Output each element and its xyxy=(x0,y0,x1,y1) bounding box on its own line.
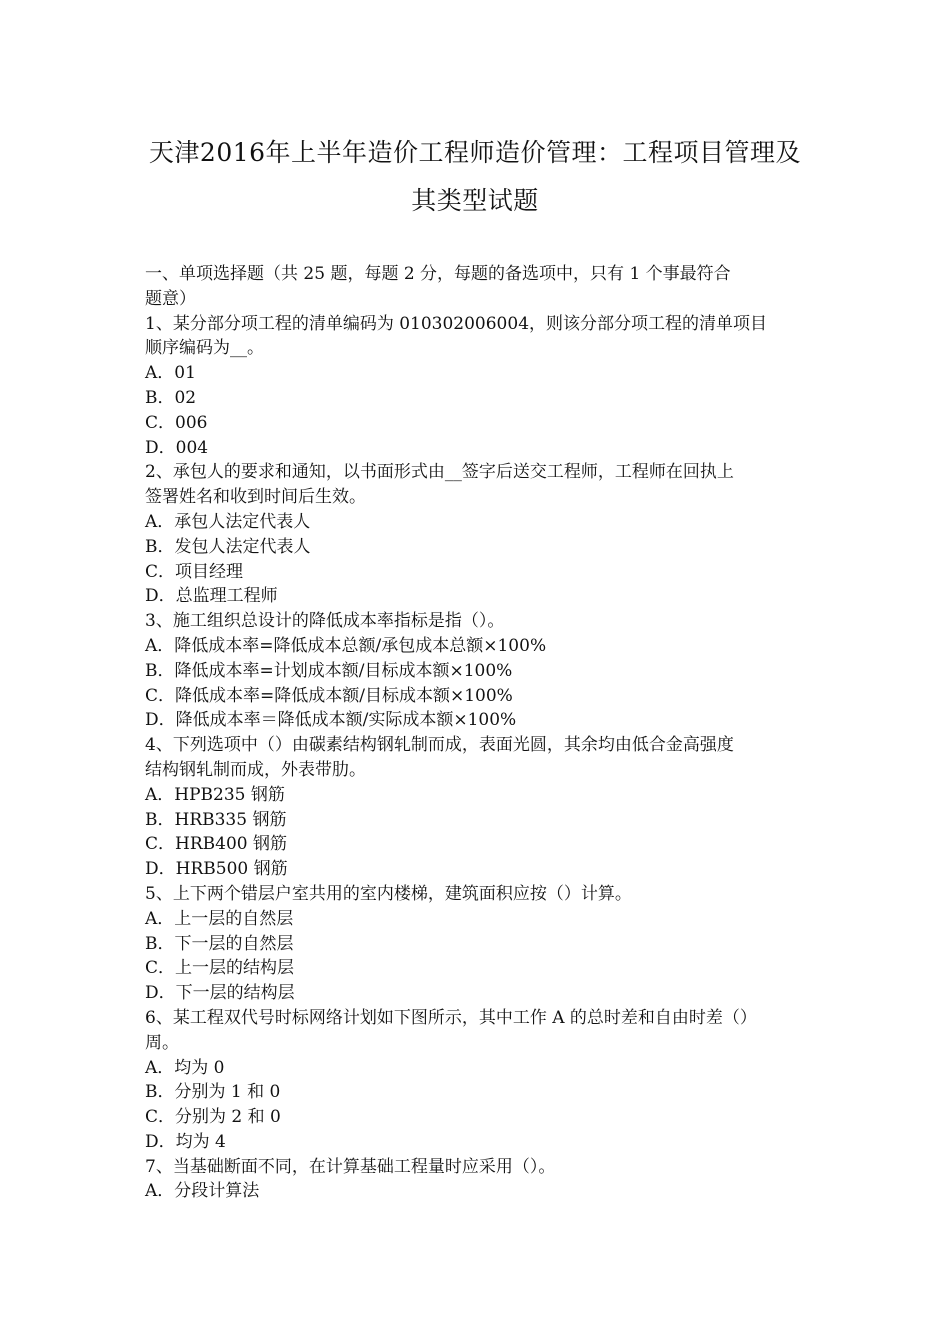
question-3-option-d: D．降低成本率＝降低成本额/实际成本额×100% xyxy=(145,710,517,731)
question-5-option-a: A．上一层的自然层 xyxy=(145,908,294,929)
question-3-option-a: A．降低成本率=降低成本总额/承包成本总额×100% xyxy=(145,635,547,656)
question-6-option-d: D．均为 4 xyxy=(145,1131,226,1152)
question-6-option-b: B．分别为 1 和 0 xyxy=(145,1082,281,1103)
question-6-stem: 6、某工程双代号时标网络计划如下图所示，其中工作 A 的总时差和自由时差（） xyxy=(145,1007,757,1028)
question-1-option-a: A．01 xyxy=(145,363,196,384)
question-6-option-c: C．分别为 2 和 0 xyxy=(145,1107,281,1128)
question-2-option-b: B．发包人法定代表人 xyxy=(145,536,311,557)
question-1-stem-cont: 顺序编码为__。 xyxy=(145,338,264,359)
question-1-option-b: B．02 xyxy=(145,387,197,408)
question-7-stem: 7、当基础断面不同，在计算基础工程量时应采用（）。 xyxy=(145,1156,556,1177)
question-2-option-a: A．承包人法定代表人 xyxy=(145,511,311,532)
question-4-option-d: D．HRB500 钢筋 xyxy=(145,859,288,880)
section-heading-cont: 题意） xyxy=(145,288,196,309)
question-1-option-d: D．004 xyxy=(145,437,209,458)
question-1-stem: 1、某分部分项工程的清单编码为 010302006004，则该分部分项工程的清单项目 xyxy=(145,313,768,334)
question-4-option-b: B．HRB335 钢筋 xyxy=(145,809,287,830)
question-3-option-c: C．降低成本率=降低成本额/目标成本额×100% xyxy=(145,685,513,706)
question-5-option-c: C．上一层的结构层 xyxy=(145,958,295,979)
question-4-option-a: A．HPB235 钢筋 xyxy=(145,784,285,805)
question-5-option-b: B．下一层的自然层 xyxy=(145,933,294,954)
question-2-option-d: D．总监理工程师 xyxy=(145,586,278,607)
question-2-stem-cont: 签署姓名和收到时间后生效。 xyxy=(145,487,366,508)
question-4-stem-cont: 结构钢轧制而成，外表带肋。 xyxy=(145,759,366,780)
section-heading: 一、单项选择题（共 25 题，每题 2 分，每题的备选项中，只有 1 个事最符合 xyxy=(145,264,731,284)
question-6-stem-cont: 周。 xyxy=(145,1032,179,1053)
question-1-option-c: C．006 xyxy=(145,412,208,433)
document-title-line-1: 天津2016年上半年造价工程师造价管理：工程项目管理及 xyxy=(148,138,802,167)
question-2-stem: 2、承包人的要求和通知，以书面形式由__签字后送交工程师，工程师在回执上 xyxy=(145,462,734,483)
question-5-option-d: D．下一层的结构层 xyxy=(145,983,295,1004)
question-6-option-a: A．均为 0 xyxy=(145,1057,225,1078)
document-body xyxy=(145,262,810,1204)
question-3-stem: 3、施工组织总设计的降低成本率指标是指（）。 xyxy=(145,611,505,632)
question-2-option-c: C．项目经理 xyxy=(145,561,244,582)
question-7-option-a: A．分段计算法 xyxy=(145,1181,260,1202)
question-3-option-b: B．降低成本率=计划成本额/目标成本额×100% xyxy=(145,660,513,681)
question-5-stem: 5、上下两个错层户室共用的室内楼梯，建筑面积应按（）计算。 xyxy=(145,883,632,904)
document-title-line-2: 其类型试题 xyxy=(411,186,539,215)
question-4-option-c: C．HRB400 钢筋 xyxy=(145,834,287,855)
question-4-stem: 4、下列选项中（）由碳素结构钢轧制而成，表面光圆，其余均由低合金高强度 xyxy=(145,735,734,756)
